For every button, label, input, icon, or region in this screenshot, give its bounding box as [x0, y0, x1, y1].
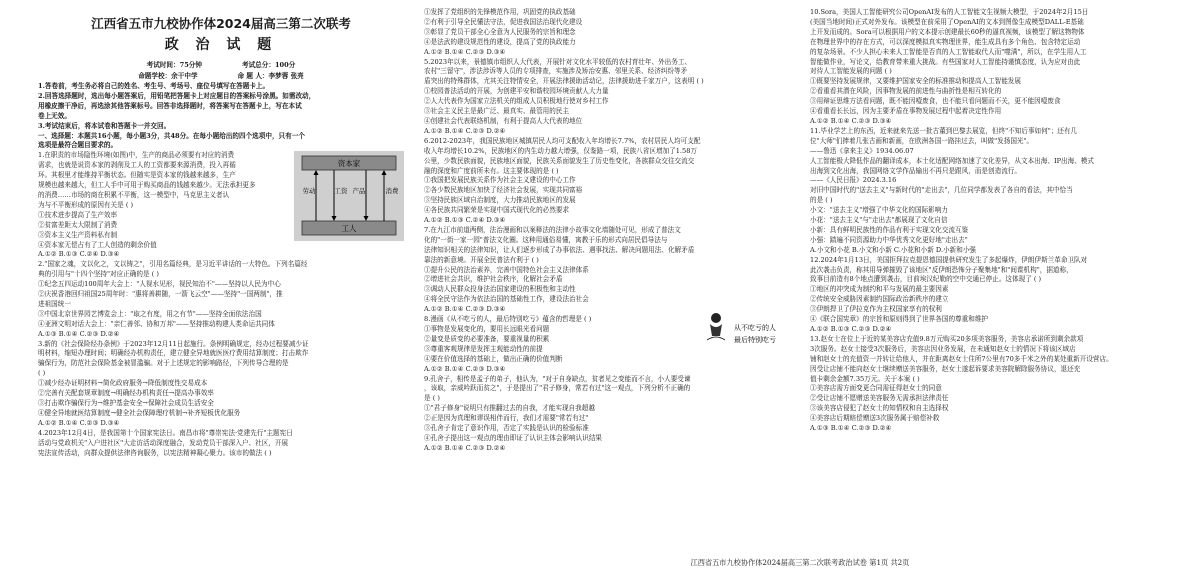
question-line: 上开发而成的。Sora可以根据用户的文本提示创建最长60秒的逼真视频，该模型了解这物物体 [810, 27, 1085, 36]
question-line: ③中国北京世界园艺博览会上："取之有度，用之有节"——坚持全面依法治国 [38, 309, 262, 318]
instruction-line: 2.回答选择题时，选出每小题答案后，用铅笔把答题卡上对应题目的答案标号涂黑。如需改动， [38, 91, 316, 100]
question-line: ( ) [38, 369, 46, 378]
question-line: A.①② B.①③ C.②④ D.③④ [38, 250, 120, 259]
question-line: ④资本家无偿占有了工人创造的剩余价值 [38, 240, 157, 249]
question-line: 骗保行为，防范社会保险基金被冒滥骗。对于上述规定的影响路径，下列传导合理的是 [38, 359, 289, 368]
question-line: 4.2023年12月4日，是我国第十个国家宪法日。南昌市将"尊崇宪法·党建先行"主题宪日 [38, 428, 293, 437]
cartoon-figure-body [710, 324, 722, 336]
question-line: ④是法武的建设规范性的建设，提高了党的执政能力 [424, 37, 576, 46]
question-line: 12.2024年1月13日，美国拒拜拉克提恩德国提供研究发生了多起爆炸，伊朗伊斯兰革命卫队对 [810, 255, 1088, 264]
question-line: 7.在九江市前道两侧，法治漫画和以案释法的法律小故事文化墙随处可见，形成了普法文 [424, 225, 681, 234]
subject-title: 政 治 试 题 [164, 37, 278, 53]
cartoon-caption-2: 最后特别吃亏 [734, 336, 776, 344]
question-line: ①减少经办证明材料→简化政府服务→降低制度性交易成本 [38, 379, 208, 388]
question-line: ③社会主义民主是最广泛、最真实、最管用的民主 [424, 107, 570, 116]
question-line: ②各少数民族地区加快了经济社会发展，实现共同富裕 [424, 186, 583, 195]
question-line: 小文："送去主义"增强了中华文化的国际影响力 [810, 206, 948, 215]
question-line: ③用辩证思维方法看问题，既不能因噎废食，也不能只看问题而不关，更不能因噎废食 [810, 97, 1061, 106]
question-line: ①发挥了党组织的先锋模范作用，巩固党的执政基础 [424, 8, 576, 16]
question-line: ②正是因为真理和谬误相伴而行，我们才需要"常若有过" [424, 414, 589, 423]
question-line: 对待人工智能发展的问题 ( ) [810, 67, 892, 76]
question-line: 小强：踏遍不同资源助力中华优秀文化更好地"走出去" [810, 235, 968, 244]
column-left-rest [38, 211, 404, 459]
column-middle [424, 8, 790, 454]
exam-title: 江西省五市九校协作体2024届高三第二次联考 [91, 16, 351, 31]
capitalist-label: 资本家 [337, 159, 361, 169]
question-line: ——鲁迅《拿来主义》1934.06.07 [810, 146, 914, 155]
question-line: ④创建社会代表联络机制，有利于提高人大代表的地位 [424, 116, 583, 125]
instruction-line: 1.答卷前，考生务必将自己的姓名、考生号、考场号、座位号填写在答题卡上。 [38, 82, 270, 90]
question-line: ②看重看其潜在风险，因事物发展的前进性与曲折性是相互转化的 [810, 87, 1002, 96]
question-line: 铺和赵女士的充值资一并转让给他人，并在距离赵女士住所7公里有70多千米之外的某处重新开设营店。 [810, 354, 1113, 363]
question-line: ④《联合国宪章》的宗旨和原则得到了世界各国的尊重和维护 [810, 315, 989, 324]
exam-score: 考试总分：100分 [242, 61, 296, 69]
question-line: ②量变是质变的必要准备，要重视量的积累 [424, 334, 550, 343]
question-line: ①技术进步提高了生产效率 [38, 210, 118, 219]
question-line: ④将全民守法作为依法治国的基础性工作，建设法治社会 [424, 295, 589, 304]
question-line: ——《人民日报》2024.3.16 [810, 176, 897, 185]
question-line: ②有利于引导全民懂法守法，促进我国法治现代化建设 [424, 17, 583, 26]
exam-time: 考试时间：75分钟 [146, 61, 202, 69]
question-line: ①我国把发展民族关系作为社会主义建设的中心工作 [424, 176, 576, 185]
question-line: 此次袭击负责，称其用导弹摧毁了该地区"反伊朗恐怖分子聚集地"和"间谍机构"，据道称， [810, 265, 1073, 274]
label-consumption: 消费 [385, 187, 399, 196]
cartoon-figure-head [711, 313, 721, 323]
question-line: 的是 ( ) [810, 196, 833, 205]
question-line: 盾突出的特殊群体，尤其关注特情安全，开展法律援助活动记，法律援助进千家万户，这表明 ( ) [424, 77, 704, 86]
question-line: ①校园普法活动的开展，为创建平安和谐校园环境贡献人大力量 [424, 87, 609, 96]
question-line: (美国当地时间)正式对外发布。该模型在前采用了OpenAI的文本到图像生成模型DALL-E基础 [810, 17, 1084, 26]
question-line: A.①② B.①④ C.②③ D.②④ [424, 443, 506, 452]
question-line: 活动与党政机关"入户进社区"大走访活动深度融合，发动党员干部深入户、社区，开展 [38, 438, 289, 447]
question-line: ①事物是发展变化的，要用长远眼光看问题 [424, 325, 550, 333]
instructions [38, 82, 404, 151]
question-line: ②贫富差距太大限制了消费 [38, 220, 118, 229]
question-line: ③孔舍子肯定了意识作用，否定了实践是认识的检验标准 [424, 424, 589, 433]
question-line: A.①③ B.①④ C.②③ D.②④ [810, 424, 892, 433]
question-line: 值卡剩余金额7.35万元。关于本案 ( ) [810, 374, 920, 383]
column-right-text [810, 8, 1176, 434]
question-line: 小新：具有鲜明民族性的作品有利于实现文化交流互鉴 [810, 225, 969, 234]
question-line: 靠法的新意境。开展全民普法有利于 ( ) [424, 255, 539, 264]
question-line: 位"大师"们捧着几张古画和新画，在欧洲各国一路挂过去，叫做"发扬国光"。 [810, 136, 1034, 145]
worker-label: 工人 [341, 224, 357, 234]
question-line: 小花："送去主义"与"走出去"都展现了文化自信 [810, 216, 948, 225]
question-line: 致事目前造有8个地点遭到袭击，目前埃汉纪勒的空中交通已停止。这体现了 ( ) [810, 275, 1042, 284]
question-line: 出海到文化出海，我国网络文学作品输出不再只是跟风，而是创造流行。 [810, 166, 1021, 175]
page-footer: 江西省五市九校协作体2024届高三第二次联考政治试卷 第1页 共2页 [690, 558, 910, 567]
label-wage: 工资 [334, 187, 348, 196]
question-line: 在物理世界中的存在方式，可以深度模拟真实物理世界，能生成具有多个角色、包含特定运动 [810, 37, 1081, 46]
instruction-line: 一、选择题：本题共16小题，每小题3分，共48分。在每小题给出的四个选项中，只有一个 [38, 131, 305, 140]
question-line: A.①② B.①④ C.②③ D.③④ [424, 47, 506, 56]
question-line: A.小文和小花 B.小文和小新 C.小花和小新 D.小新和小强 [810, 245, 977, 254]
cartoon-illustration [704, 300, 790, 360]
question-line: A.①③ B.①④ C.②③ D.②④ [38, 329, 120, 338]
question-line: ③调动人民群众投身法治国家建设的积极性和主动性 [424, 285, 576, 294]
question-line: A.①② B.①③ C.②④ D.③④ [424, 216, 506, 225]
question-line: 为与不平衡形成的原因有关是 ( ) [38, 200, 134, 209]
question-line: ①"君子修身"说明只有推翻过去的自我，才能实现自我超越 [424, 404, 595, 413]
column-right [810, 8, 1176, 434]
question-line: 3.新的《社会保险经办条例》于2023年12月11日起施行。条例明确规定，经办过程要减少证 [38, 339, 309, 348]
question-line: 3次服务。赵女士接受3次服务后，美容店因业务发展，在未通知赵女士的情况下将该区域店 [810, 344, 1076, 353]
question-line: ③尊重客观规律是发挥主观能动性的前提 [424, 344, 543, 353]
question-line: 对旧中国时代的"送去主义"与新时代的"走出去"，几位同学都发表了各自的看法，其中恰当 [810, 186, 1073, 195]
question-line: 人工智能极大降低作品的翻译成本，本土化适配网络加速了文化差异，从文本出海、IP出海、模式 [810, 156, 1094, 165]
question-line: ④要在价值选择的基础上，做出正确的价值判断 [424, 354, 563, 363]
question-line: ①提升公民的法治素养，完善中国特色社会主义法律体系 [424, 265, 589, 274]
question-line: ④各民族共同繁荣是实现中国式现代化的必然要求 [424, 206, 570, 215]
question-line: 规模也越来越大，但工人手中可用于购买商品的钱越来越少。无法承担更多 [38, 181, 256, 190]
question-line: ②增进社会共识，维护社会秩序，化解社会矛盾 [424, 275, 563, 284]
question-line: A.①② B.①④ C.②③ D.②④ [424, 126, 506, 135]
question-line: ②人大代表作为国家立法机关的组成人员积极地行使对乡村工作 [424, 97, 609, 106]
question-line: 农村"三留守"，涉法涉诉等人员的专项排查，实施涉及矫治安惠、邻里关系、经济纠纷等矛 [424, 67, 688, 76]
question-line: ②传统安全威胁因素制约国际政治新秩序的建立 [810, 295, 949, 304]
question-line: 1.在职责的市场隐性环境(如图)中，生产的商品必须要有对应的消费 [38, 151, 235, 160]
instruction-line: 选项是最符合题目要求的。 [38, 141, 118, 150]
instruction-line: 用橡皮擦干净后，再选涂其他答案标号。回答非选择题时，将答案写在答题卡上，写在本试 [38, 101, 302, 110]
question-line: ②受让店铺不愿赠送美容服务无需承担法律责任 [810, 394, 949, 403]
question-line: 6.2012-2023年，我国民族地区城镇居民人均可支配收入年均增长7.7%，农村居民人均可支配 [424, 136, 701, 145]
question-line: 9.孔舍子，相传是孟子的弟子，他认为，"对于自身缺点，贫者见之变能而不言，小人要受谏 [424, 374, 691, 383]
question-line: A.①② B.①④ C.②③ D.③④ [424, 305, 506, 314]
question-line: ④亚洲文明对话大会上："亲仁善邻、协和万邦"——坚持推动构建人类命运共同体 [38, 319, 275, 328]
question-line: 进祖国统一 [38, 299, 71, 308]
cartoon-ground [707, 337, 725, 340]
question-line: 的消费……市场的商在积累不平衡，这一模型中，马克思主义者认 [38, 190, 230, 199]
question-line: 收入年均增长10.2%，民族地区的内生动力越大增强，仅鉴路一项，民族八省区增加了1.58万 [424, 146, 698, 155]
question-line: 需求，也就是说资本家的剥削及工人的工资都要来源消费，投入再循 [38, 161, 236, 170]
question-line: 2."国家之魂，文以化之，文以铸之"，引用名篇经典，是习近平讲话的一大特色。下列名篇经 [38, 260, 308, 269]
question-line: A.①② B.①③ C.②③ D.②④ [810, 325, 892, 333]
instruction-line: 3.考试结束后，将本试卷和答题卡一并交回。 [38, 121, 171, 130]
question-line: 智能做作业，写论文，给教育带来重大挑战。有些国家对人工智能持谨慎态度，认为应对由此 [810, 57, 1081, 66]
question-line: 法律知识相关的法律知识，让人们逐步形成了办事依法、遇事找法、解决问题用法、化解矛盾 [424, 245, 695, 254]
column-left [38, 8, 404, 458]
question-line: ③伊朗捍卫了伊拉克作为主权国家享有的权利 [810, 305, 942, 314]
question-line: 是 ( ) [424, 394, 440, 403]
question-line: 宪法宣传活动，向群众提供法律咨询服务，以宪法精神凝心聚力。该市的做法 ( ) [38, 448, 272, 457]
cartoon-caption-1: 从不吃亏的人 [734, 324, 776, 332]
question-line: 的复杂场景。不少人担心未来人工智能是否真的人工智能取代人而"噬满"，所以，在学生用人工 [810, 47, 1087, 56]
exam-meta-row-1 [38, 60, 404, 71]
instruction-line: 卷上无效。 [38, 111, 71, 120]
setter-school: 命题学校：余干中学 [138, 72, 198, 80]
question-line: 化的"一街一家一园"普法文化圈。这种用通俗易懂，寓教于乐的形式向居民倡导法与 [424, 235, 668, 244]
question-line: ④孔舍子提出这一观点的理由即证了认识主体会影响认识结果 [424, 433, 603, 442]
question-line: 公里，少数民族面貌，民族地区面貌，民族关系面貌发生了历史性变化，各族群众交往交流交 [424, 156, 695, 165]
question-line: ③打击欺诈骗保行为→维护基金安全→保障社会成员生活安全 [38, 399, 214, 407]
question-line: ④看重看长长远，因为主要矛盾在事物发展过程中起着决定性作用 [810, 107, 1002, 116]
question-line: ②完善有关配套规章制度→明确经办机构责任→提高办事效率 [38, 389, 214, 398]
question-line: 13.赵女士在位上于近的某美容店充值9.8万元购买20多项美容服务，美容店承诺所到剩余款项 [810, 334, 1084, 343]
question-line: 因受让店铺不能向赵女士继续赠送美容服务，赵女士遂起诉要求美容院解除服务协议，退还充 [810, 364, 1081, 373]
label-labor-a: 劳动 [302, 187, 316, 196]
column-middle-text [424, 8, 790, 454]
question-line: ③该美容店侵犯了赵女士的知情权和自主选择权 [810, 404, 949, 413]
question-line: 典的引用与"十四个坚持"对应正确的是 ( ) [38, 270, 159, 279]
question-line: ①美容店需方面变更合同需征得赵女士的同意 [810, 384, 942, 393]
question-line: ④美容店后期赔偿赠送3次服务属于赔偿补救 [810, 414, 940, 423]
question-line: 5.2023年以来，景德镇市组织人大代表，开展针对文化水平较低的农村育壮年、外出务工、 [424, 57, 692, 66]
question-line: ④健全异地就医结算制度→健全社会保障理疗机制→补齐短板优化服务 [38, 408, 241, 417]
question-line: 环。其根里才能维持平衡状态。但随实是资本家的钱越来越多，生产 [38, 171, 236, 180]
question-line: ①纪念五四运动100周年大会上："人视水见形，视民知治不"——坚持以人民为中心 [38, 280, 281, 289]
question-line: 融的深度和广度前所未有。这主要体现的是 ( ) [424, 166, 559, 175]
question-line: 明材料，缩短办理时间；明确经办机构责任，建立健全异地就医医疗费用结算制度；打击欺诈 [38, 349, 309, 358]
question-line: 11.毕业学艺上的东西，近来就来先送一批古董到巴黎去展览，但终"不知后事如何"；还有几 [810, 126, 1078, 135]
question-line: ②庆祝香港回归祖国25周年时："惠将善耕随，一箭飞云空"——坚持"一国两制"，推 [38, 290, 283, 299]
question-line: ③彰显了党员干部全心全意为人民服务的宗旨和理念 [424, 27, 576, 36]
question-line: ，该取，亲威吟跃而贫之"，于是提出了"君子修身，常若有过"这一观点，下列分析不正确的 [424, 384, 691, 393]
capital-labor-diagram [294, 151, 404, 241]
setter-person: 命 题 人：李梦蓉 张亮 [237, 72, 304, 80]
question-line: ③资本主义生产资料私有制 [38, 230, 118, 239]
question-line: 10.Sora，美国人工智能研究公司OpenAI发布的人工智能文生视频大模型，于2024年2月15日 [810, 8, 1089, 16]
label-product: 产品 [352, 187, 366, 196]
exam-meta-row-2 [38, 71, 404, 82]
question-line: ①地区的冲突成为制约和平与发展的最主要因素 [810, 285, 949, 294]
question-line: A.①② B.①④ C.②③ D.③④ [424, 364, 506, 373]
question-line: ③坚持民族区域自治制度，大力推动民族地区的发展 [424, 196, 576, 205]
question-line: ①既要坚持发展规律，又要维护国家安全的标准推动和提高人工智能发展 [810, 77, 1021, 86]
question-line: A.①② B.①④ C.②③ D.③④ [38, 418, 120, 427]
question-line: 8.漫画《从不吃亏的人，最后特别吃亏》蕴含的哲理是 ( ) [424, 315, 592, 324]
question-line: A.①② B.①④ C.②③ D.③④ [810, 116, 892, 125]
